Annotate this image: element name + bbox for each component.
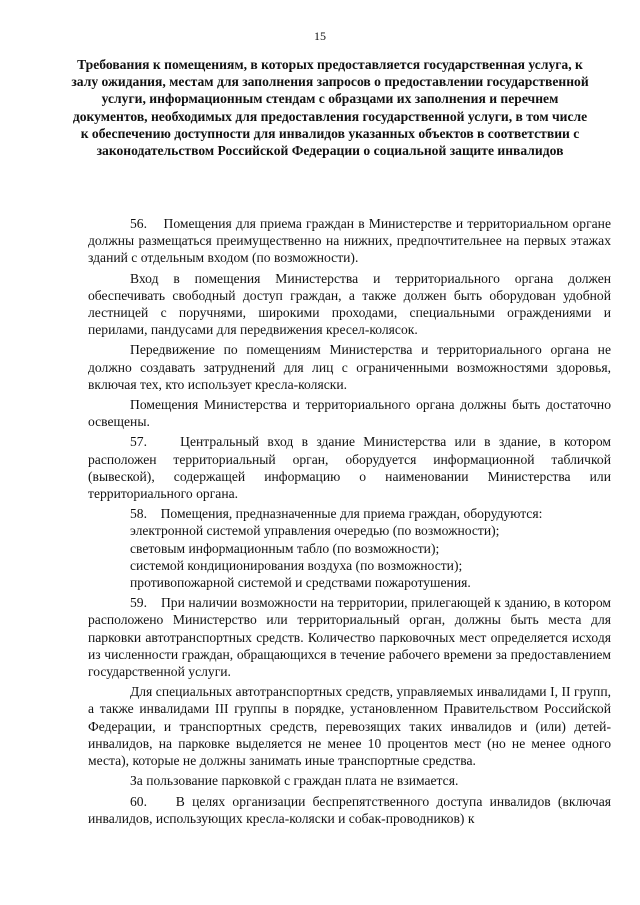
- paragraph-59-fee: За пользование парковкой с граждан плата не взимается.: [130, 773, 459, 789]
- paragraph-59: 59. При наличии возможности на территории, прилегающей к зданию, в котором расположено Министерство или территориальный орган, должны быть места для парковки автотранспортных средств. Количество парковочных мест определяется исходя из численности граждан, обращающихся в течение рабочего времени за предоставлением государственной услуги.: [88, 595, 611, 680]
- list-item: электронной системой управления очередью (по возможности);: [130, 523, 500, 539]
- paragraph-56-entrance: Вход в помещения Министерства и территориального органа должен обеспечивать свободный доступ граждан, а также должен быть оборудован удобной лестницей с поручнями, широкими проходами, специальными ограждениями и перилами, пандусами для передвижения кресел-колясок.: [88, 270, 611, 338]
- section-heading: Требования к помещениям, в которых предоставляется государственная услуга, к залу ожидания, местам для заполнения запросов о предоставлении государственной услуги, информационным стендам с образцами их заполнения и перечнем документов, необходимых для предоставления государственной услуги, в том числе к обеспечению доступности для инвалидов указанных объектов в соответствии с законодательством Российской Федерации о социальной защите инвалидов: [71, 57, 589, 159]
- paragraph-56-movement: Передвижение по помещениям Министерства и территориального органа не должно создавать затруднений для лиц с ограниченными возможностями здоровья, включая тех, кто использует кресла-коляски.: [88, 342, 611, 392]
- paragraph-59-disabled-parking: Для специальных автотранспортных средств, управляемых инвалидами I, II групп, а также инвалидами III группы в порядке, установленном Правительством Российской Федерации, и транспортных средств, перевозящих таких инвалидов и (или) детей-инвалидов, на парковке выделяется не менее 10 процентов мест (но не менее одного места), которые не должны занимать иные транспортные средства.: [88, 684, 611, 769]
- list-item: системой кондиционирования воздуха (по возможности);: [130, 557, 463, 573]
- paragraph-57: 57. Центральный вход в здание Министерства или в здание, в котором расположен территориальный орган, оборудуется информационной табличкой (вывеской), содержащей информацию о наименовании Министерства или территориального органа.: [88, 434, 611, 502]
- page-number: 15: [314, 29, 326, 43]
- document-body: [88, 215, 611, 830]
- paragraph-58: 58. Помещения, предназначенные для приема граждан, оборудуются:: [130, 506, 543, 522]
- list-item: противопожарной системой и средствами пожаротушения.: [130, 575, 471, 591]
- list-item: световым информационным табло (по возможности);: [130, 540, 440, 556]
- paragraph-56-lighting: Помещения Министерства и территориального органа должны быть достаточно освещены.: [88, 397, 611, 430]
- paragraph-56: 56. Помещения для приема граждан в Министерстве и территориальном органе должны размещаться преимущественно на нижних, предпочтительнее на первых этажах зданий с отдельным входом (по возможности).: [88, 216, 611, 266]
- paragraph-60: 60. В целях организации беспрепятственного доступа инвалидов (включая инвалидов, использующих кресла-коляски и собак-проводников) к: [88, 793, 611, 826]
